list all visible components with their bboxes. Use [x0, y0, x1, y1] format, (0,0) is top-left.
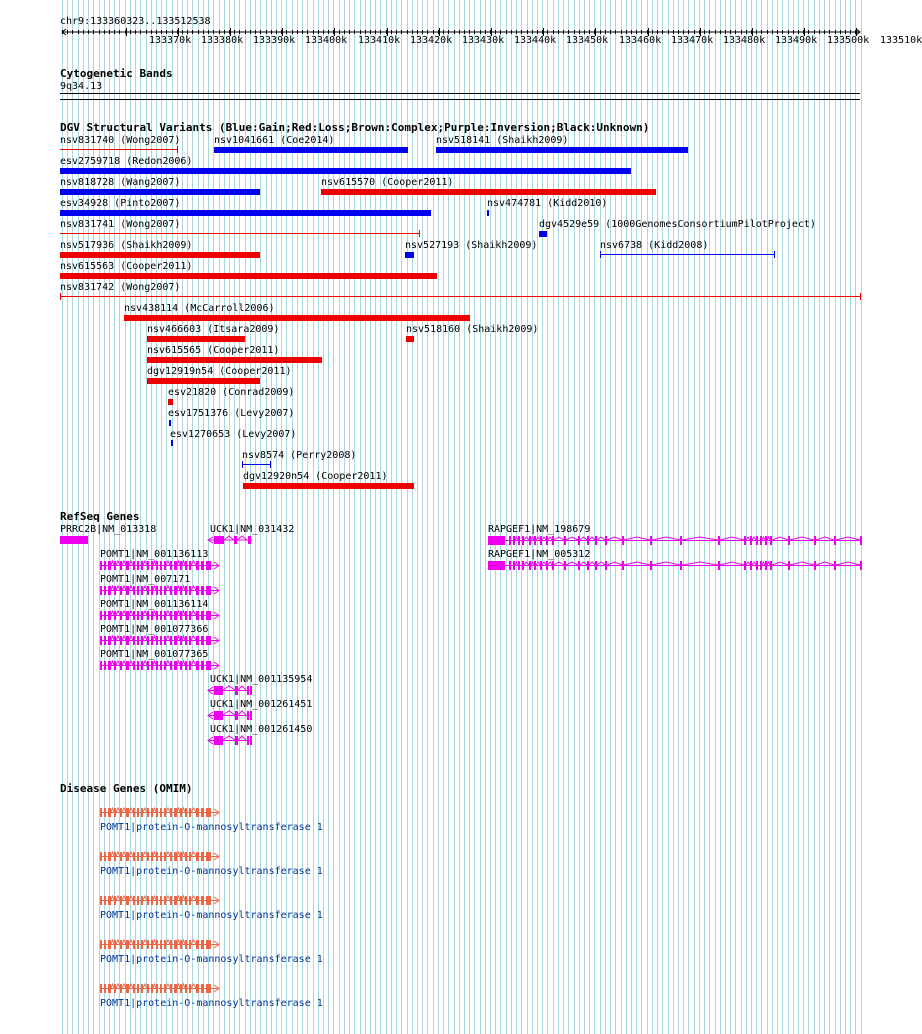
sv-bar [147, 336, 245, 342]
sv-end-tick [860, 293, 861, 300]
gene-label: POMT1|NM_001077365 [100, 649, 209, 660]
ruler-tick-label: 133510k [880, 35, 922, 46]
gene-model [488, 560, 862, 571]
gene-label: UCK1|NM_001261451 [210, 699, 313, 710]
sv-bar [436, 147, 688, 153]
ruler-tick-label: 133370k [149, 35, 192, 46]
sv-bar [60, 273, 437, 279]
omim-label: POMT1|protein-O-mannosyltransferase 1 [100, 954, 323, 965]
sv-bar [169, 420, 171, 426]
cytoband-label: 9q34.13 [60, 81, 103, 92]
sv-start-tick [242, 461, 243, 468]
gene-exon [60, 536, 88, 544]
sv-bar [60, 252, 260, 258]
ruler-tick-label: 133400k [305, 35, 348, 46]
sv-bar [171, 440, 173, 446]
ruler-tick-label: 133450k [566, 35, 609, 46]
gene-label: POMT1|NM_007171 [100, 574, 191, 585]
sv-line [242, 464, 271, 465]
gene-model [100, 660, 222, 671]
sv-label: nsv466603 (Itsara2009) [147, 324, 280, 335]
ruler-tick-label: 133460k [619, 35, 662, 46]
ruler-tick-label: 133410k [358, 35, 401, 46]
dgv-track-title: DGV Structural Variants (Blue:Gain;Red:Loss;Brown:Complex;Purple:Inversion;Black:Unknown) [60, 121, 650, 134]
ruler-tick-label: 133490k [775, 35, 818, 46]
sv-bar [124, 315, 470, 321]
sv-label: esv2759718 (Redon2006) [60, 156, 193, 167]
gene-model [488, 535, 862, 546]
sv-label: esv34928 (Pinto2007) [60, 198, 181, 209]
sv-label: nsv438114 (McCarroll2006) [124, 303, 275, 314]
sv-label: nsv6738 (Kidd2008) [600, 240, 709, 251]
omim-gene-model [100, 983, 222, 994]
omim-label: POMT1|protein-O-mannosyltransferase 1 [100, 866, 323, 877]
sv-label: nsv831740 (Wong2007) [60, 135, 181, 146]
ruler-tick-label: 133440k [514, 35, 557, 46]
sv-line [60, 149, 178, 150]
sv-end-tick [419, 230, 420, 237]
ruler-tick-label: 133500k [827, 35, 870, 46]
gene-label: POMT1|NM_001077366 [100, 624, 209, 635]
gene-model [204, 535, 254, 546]
sv-line [60, 233, 420, 234]
refseq-track-title: RefSeq Genes [60, 510, 140, 523]
gene-model [100, 560, 222, 571]
sv-label: nsv517936 (Shaikh2009) [60, 240, 193, 251]
sv-label: nsv1041661 (Coe2014) [214, 135, 335, 146]
sv-end-tick [270, 461, 271, 468]
sv-bar [406, 336, 414, 342]
sv-label: dgv12919n54 (Cooper2011) [147, 366, 292, 377]
sv-label: esv1270653 (Levy2007) [170, 429, 297, 440]
sv-line [600, 254, 775, 255]
gene-label: RAPGEF1|NM_005312 [488, 549, 591, 560]
sv-end-tick [774, 251, 775, 258]
sv-label: dgv12920n54 (Cooper2011) [243, 471, 388, 482]
omim-label: POMT1|protein-O-mannosyltransferase 1 [100, 822, 323, 833]
sv-bar [60, 189, 260, 195]
gene-label: RAPGEF1|NM_198679 [488, 524, 591, 535]
sv-bar [321, 189, 656, 195]
gene-label: UCK1|NM_001261450 [210, 724, 313, 735]
ruler-tick-label: 133470k [671, 35, 714, 46]
sv-label: nsv518141 (Shaikh2009) [436, 135, 569, 146]
gene-label: POMT1|NM_001136113 [100, 549, 209, 560]
sv-bar [539, 231, 547, 237]
sv-bar [147, 378, 260, 384]
omim-track-title: Disease Genes (OMIM) [60, 782, 193, 795]
cytoband-track-title: Cytogenetic Bands [60, 67, 173, 80]
omim-gene-model [100, 851, 222, 862]
sv-label: nsv527193 (Shaikh2009) [405, 240, 538, 251]
gene-model [100, 610, 222, 621]
sv-bar [60, 210, 431, 216]
omim-gene-model [100, 895, 222, 906]
sv-label: nsv818728 (Wang2007) [60, 177, 181, 188]
sv-label: dgv4529e59 (1000GenomesConsortiumPilotProject) [539, 219, 816, 230]
sv-label: nsv518160 (Shaikh2009) [406, 324, 539, 335]
ruler-tick-label: 133390k [253, 35, 296, 46]
sv-label: nsv831741 (Wong2007) [60, 219, 181, 230]
gene-model [204, 685, 254, 696]
omim-label: POMT1|protein-O-mannosyltransferase 1 [100, 910, 323, 921]
location-label: chr9:133360323..133512538 [60, 16, 211, 27]
sv-bar [487, 210, 489, 216]
sv-bar [405, 252, 414, 258]
omim-gene-model [100, 939, 222, 950]
omim-gene-model [100, 807, 222, 818]
gene-label: POMT1|NM_001136114 [100, 599, 209, 610]
ruler-tick-label: 133480k [723, 35, 766, 46]
cytoband-band[interactable] [60, 93, 860, 94]
sv-label: nsv831742 (Wong2007) [60, 282, 181, 293]
sv-bar [60, 168, 631, 174]
ruler-tick-label: 133430k [462, 35, 505, 46]
gene-label: UCK1|NM_001135954 [210, 674, 313, 685]
gene-label: UCK1|NM_031432 [210, 524, 295, 535]
gene-model [100, 635, 222, 646]
sv-bar [168, 399, 173, 405]
sv-label: nsv615570 (Cooper2011) [321, 177, 454, 188]
omim-label: POMT1|protein-O-mannosyltransferase 1 [100, 998, 323, 1009]
sv-bar [147, 357, 322, 363]
sv-end-tick [177, 146, 178, 153]
sv-start-tick [600, 251, 601, 258]
sv-bar [243, 483, 414, 489]
gene-label: PRRC2B|NM_013318 [60, 524, 157, 535]
sv-line [60, 296, 861, 297]
gene-model [204, 710, 254, 721]
sv-label: esv21820 (Conrad2009) [168, 387, 295, 398]
sv-label: esv1751376 (Levy2007) [168, 408, 295, 419]
ruler-tick-label: 133380k [201, 35, 244, 46]
sv-label: nsv615563 (Cooper2011) [60, 261, 193, 272]
cytoband-band-lower [60, 99, 860, 100]
ruler-tick-label: 133420k [410, 35, 453, 46]
sv-label: nsv474781 (Kidd2010) [487, 198, 608, 209]
sv-start-tick [60, 293, 61, 300]
sv-label: nsv8574 (Perry2008) [242, 450, 357, 461]
gene-model [100, 585, 222, 596]
gene-model [204, 735, 254, 746]
sv-label: nsv615565 (Cooper2011) [147, 345, 280, 356]
sv-bar [214, 147, 408, 153]
